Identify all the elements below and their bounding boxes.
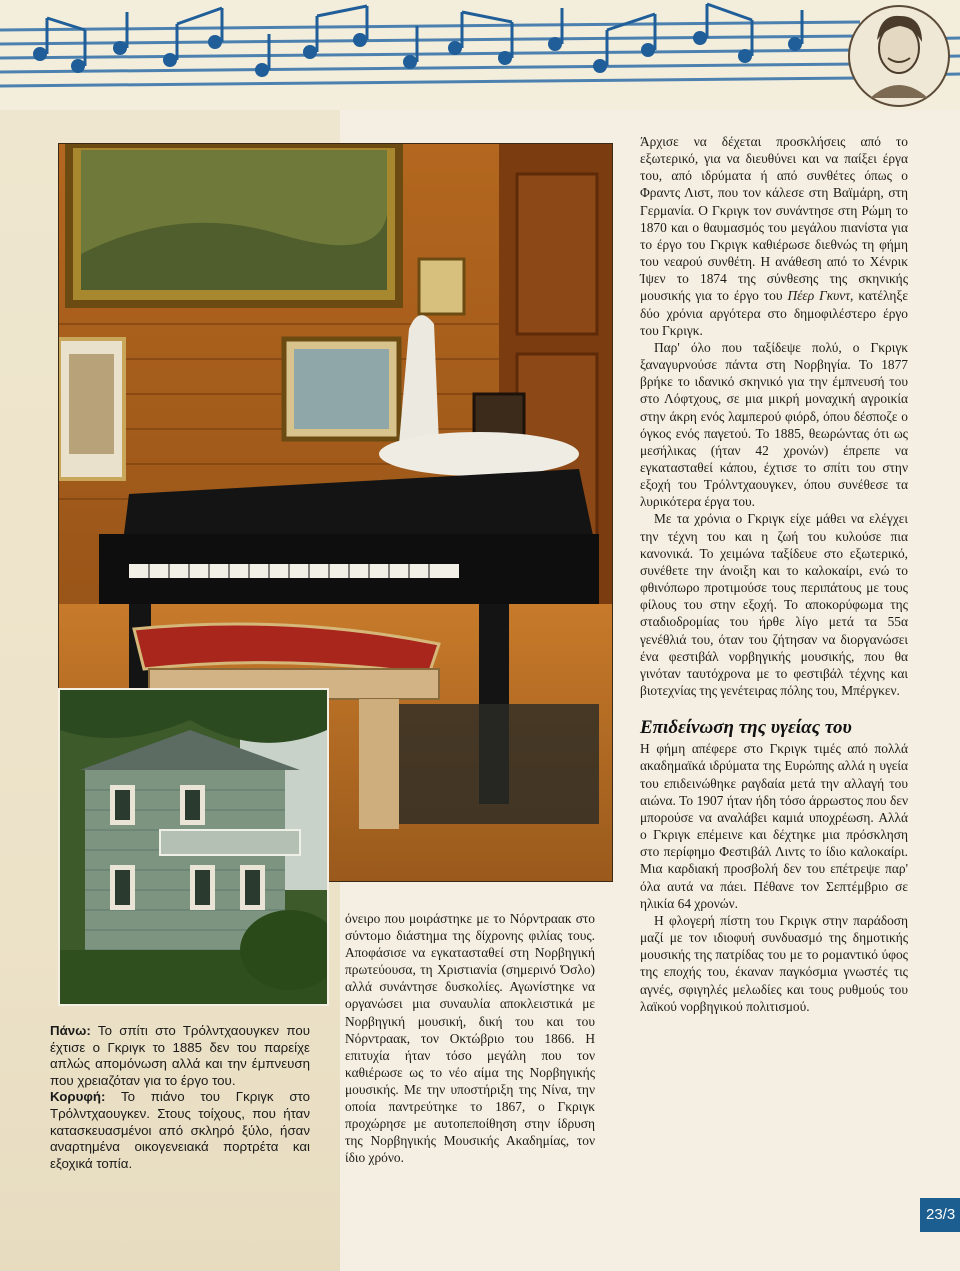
caption-right-text: Το πιάνο του Γκριγκ στο Τρόλντχαουγκεν. Στους τοίχους, που ήταν κατασκευασμένοι από σκληρό ξύλο, ήσαν αναρτημένα οικογενειακά πορτρέτα και εξοχικά τοπία.: [50, 1089, 310, 1171]
right-paragraph-2: Παρ' όλο που ταξίδεψε πολύ, ο Γκριγκ ξαναγυρνούσε πάντα στη Νορβηγία. Το 1877 βρήκε το ιδανικό σκηνικό για την έμπνευσή του στο Λόφτχους, σε μια μικρή μοναχική αγροικία στην άκρη ενός λαμπερού φιόρδ, όπου δέσποζε ο όγκος ενός παγετού. Το 1885, θεωρώντας ότι ως μεσήλικας (ήταν 42 χρονών) έπρεπε να εγκατασταθεί κάπου, έχτισε το σπίτι του στην εξοχή του Τρόλντχαουγκεν, όπου συνέθεσε τα λυρικότερα έργα του.: [640, 339, 908, 510]
caption-top-label: Πάνω:: [50, 1023, 91, 1038]
page-number-badge: 23/3: [920, 1198, 960, 1232]
right-paragraph-3: Με τα χρόνια ο Γκριγκ είχε μάθει να ελέγχει την τέχνη του και η ζωή του κυλούσε πια κανονικά. Το χειμώνα ταξίδευε στο εξωτερικό, συνέθετε την άνοιξη και το καλοκαίρι, ενώ το φθινόπωρο προτιμούσε τους περιπάτους με τους φίλους του στην εξοχή. Το αποκορύφωμα της σταδιοδρομίας του ήρθε λίγο μετά τα 55α γενέθλιά του, όταν του ζήτησαν να διοργανώσει ένα φεστιβάλ νορβηγικής μουσικής, που θα γινόταν ταυτόχρονα με το φεστιβάλ τέχνης και βιοτεχνίας της γενέτειρας πόλης του, Μπέργκεν.: [640, 511, 908, 698]
right-paragraph-1-end: , κατέληξε δύο χρόνια αργότερα στο δημοφιλέστερο έργο του Γκριγκ.: [640, 288, 908, 338]
caption-right-label: Κορυφή:: [50, 1089, 106, 1105]
right-text-column: [640, 133, 908, 1015]
middle-text-column: [345, 910, 595, 1166]
caption-top-text: Το σπίτι στο Τρόλντχαουγκεν που έχτισε ο Γκριγκ το 1885 δεν του παρείχε απλώς απομόνωση αλλά και την έμπνευση που χρειαζόταν για το έργο του.: [50, 1023, 310, 1088]
composer-bust-icon: [840, 2, 958, 110]
photo-caption: [50, 1023, 310, 1172]
right-paragraph-1: [640, 133, 908, 339]
music-score-banner: [0, 0, 960, 110]
troldhaugen-house-photo: [58, 688, 329, 1006]
section-heading: Επιδείνωση της υγείας του: [640, 717, 852, 739]
sheet-music-illustration: [0, 0, 960, 110]
work-title-peer-gynt: Πέερ Γκυντ: [787, 288, 851, 304]
right-paragraph-5: Η φλογερή πίστη του Γκριγκ στην παράδοση μαζί με τον ιδιοφυή συνδυασμό της δημοτικής μουσικής της πατρίδας του με το ρομαντικό ύφος της εποχής του, έκαναν παγκόσμια γνωστές τις αγνές, σφιγηλές μελωδίες και τους ρυθμούς του λαϊκού νορβηγικού πολιτισμού.: [640, 912, 908, 1014]
right-paragraph-4: Η φήμη απέφερε στο Γκριγκ τιμές από πολλά ακαδημαϊκά ιδρύματα της Ευρώπης αλλά η υγεία του επιδεινώθηκε ραγδαία μετά την αλλαγή του αιώνα. Το 1907 ήταν ήδη τόσο άρρωστος που δεν μπορούσε να αναλάβει καμιά υποχρέωση. Αλλά ο Γκριγκ επέμεινε και δέχτηκε μια πρόσκληση στο περίφημο Φεστιβάλ Λιντς το ίδιο καλοκαίρι. Μια καρδιακή προσβολή δεν του επέτρεψε παρ' όλα αυτά να πάει. Πέθανε τον Σεπτέμβριο σε ηλικία 64 χρονών.: [640, 741, 908, 911]
right-paragraph-1-text: Άρχισε να δέχεται προσκλήσεις από το εξωτερικό, για να διευθύνει και να παίξει έργα του, από ιδρύματα ή από συνθέτες όπως ο Φραντς Λιστ, που τον κάλεσε στη Βαϊμάρη, στη Γερμανία. Ο Γκριγκ τον συνάντησε στη Ρώμη το 1870 και ο θαυμασμός του μεγάλου πιανίστα για το έργο του Γκριγκ καθιέρωσε διεθνώς τη φήμη του νεαρού συνθέτη. Η ανάθεση από το Χένρικ Ίψεν το 1874 της σύνθεσης της σκηνικής μουσικής για το έργο του: [640, 134, 908, 304]
middle-paragraph: όνειρο που μοιράστηκε με το Νόρντρααк στο σύντομο διάστημα της δίχρονης φιλίας τους. Αποφάσισε να εγκατασταθεί στη Νορβηγική πρωτεύουσα, τη Χριστιανία (σημερινό Όσλο) αλλά συνάντησε δυσκολίες. Αγωνίστηκε να οργανώσει μια συναυλία αποκλειστικά με Νορβηγική μουσική, δική του και του Νόρντρααк, τον Οκτώβριο του 1866. Η επιτυχία ήταν τόσο μεγάλη που τον καθιέρωσε ως το νέο αίμα της Νορβηγικής μουσικής. Με την υποστήριξη της Νίνα, την οποία παντρεύτηκε το 1867, ο Γκριγκ προχώρησε με αυτοπεποίθηση στην ίδρυση της Νορβηγικής Μουσικής Ακαδημίας, τον ίδιο χρόνο.: [345, 911, 595, 1166]
